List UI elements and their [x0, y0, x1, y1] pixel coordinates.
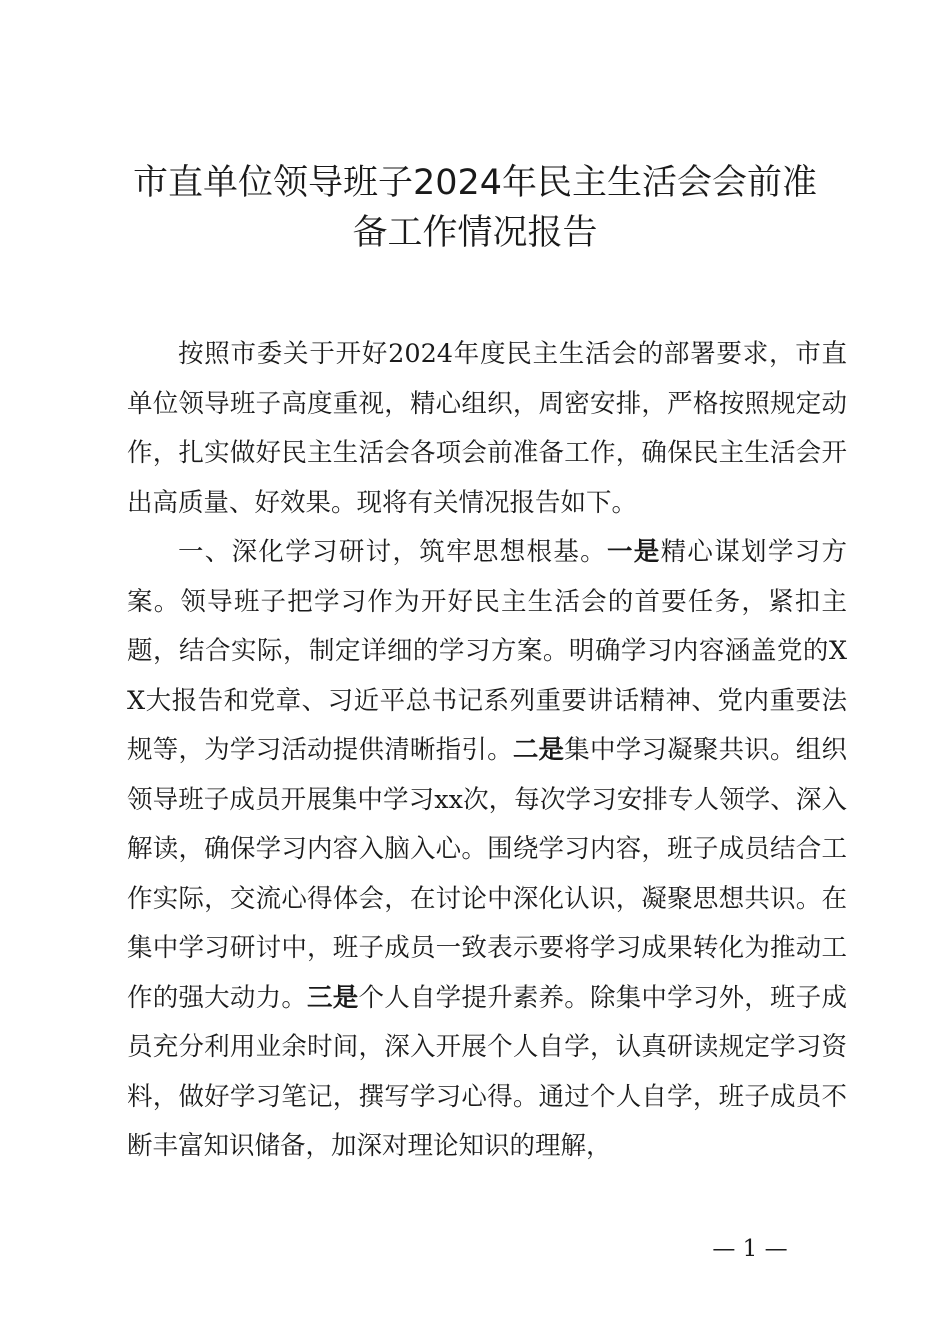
point-one-marker: 一是 [606, 537, 661, 567]
point-two-marker: 二是 [512, 735, 565, 765]
point-three-marker: 三是 [307, 982, 359, 1013]
document-title [100, 158, 850, 258]
document-body [127, 330, 847, 1172]
title-line-1: 市直单位领导班子2024年民主生活会会前准 [132, 163, 818, 203]
page-number: — 1 — [712, 1236, 788, 1262]
section-one-paragraph [127, 528, 847, 1172]
point-three-text: 个人自学提升素养。除集中学习外，班子成员充分利用业余时间，深入开展个人自学，认真研读规定学习资料，做好学习笔记，撰写学习心得。通过个人自学，班子成员不断丰富知识储备，加深对理论知识的理解， [127, 982, 847, 1161]
point-one-text: 精心谋划学习方案。领导班子把学习作为开好民主生活会的首要任务，紧扣主题，结合实际，制定详细的学习方案。明确学习内容涵盖党的XX大报告和党章、习近平总书记系列重要讲话精神、党内重要法规等，为学习活动提供清晰指引。 [127, 537, 847, 765]
title-line-2: 备工作情况报告 [352, 213, 598, 253]
intro-paragraph: 按照市委关于开好2024年度民主生活会的部署要求，市直单位领导班子高度重视，精心组织，周密安排，严格按照规定动作，扎实做好民主生活会各项会前准备工作，确保民主生活会开出高质量、好效果。现将有关情况报告如下。 [127, 339, 847, 518]
section-one-heading: 一、深化学习研讨，筑牢思想根基。 [178, 537, 607, 567]
point-two-text: 集中学习凝聚共识。组织领导班子成员开展集中学习xx次，每次学习安排专人领学、深入解读，确保学习内容入脑入心。围绕学习内容，班子成员结合工作实际，交流心得体会，在讨论中深化认识，凝聚思想共识。在集中学习研讨中，班子成员一致表示要将学习成果转化为推动工作的强大动力。 [127, 735, 847, 1013]
